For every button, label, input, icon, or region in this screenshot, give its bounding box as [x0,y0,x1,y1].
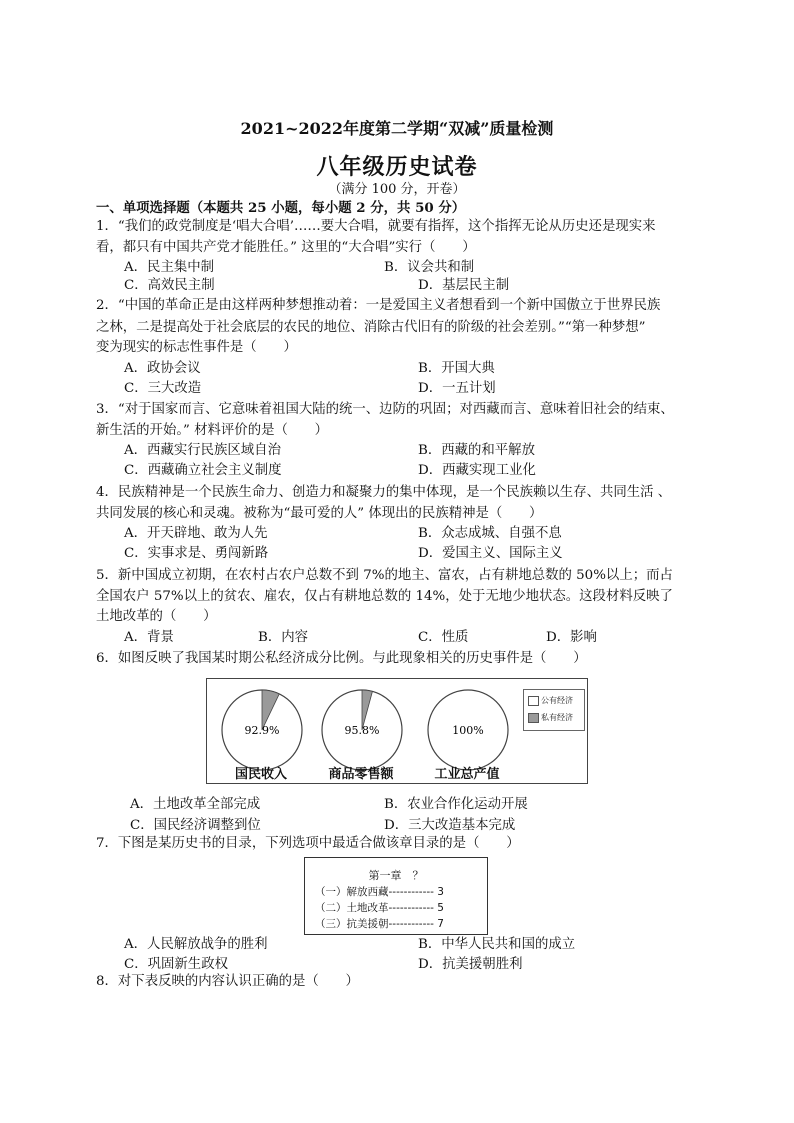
q5-option-b[interactable]: B．内容 [258,630,309,645]
q7-option-a[interactable]: A．人民解放战争的胜利 [124,937,268,952]
pie-label-national-income: 国民收入 [234,767,287,782]
question-1-line-1: 1．“我们的政党制度是‘唱大合唱’……要大合唱，就要有指挥，这个指挥无论从历史还是现实来 [96,219,656,234]
pie-value-label: 95.8% [344,724,380,737]
question-7-line-1: 7．下图是某历史书的目录，下列选项中最适合做该章目录的是（ ） [96,836,520,851]
section-heading: 一、单项选择题（本题共 25 小题，每小题 2 分，共 50 分） [96,200,466,216]
legend-item-private: 私有经济 [528,712,573,724]
q2-option-b[interactable]: B．开国大典 [418,361,495,376]
question-2-line-3: 变为现实的标志性事件是（ ） [96,340,297,355]
q7-option-d[interactable]: D．抗美援朝胜利 [418,957,523,972]
toc-heading: 第一章 ？ [368,869,424,882]
question-3-line-2: 新生活的开始。” 材料评价的是（ ） [96,423,329,438]
q3-option-a[interactable]: A．西藏实行民族区域自治 [124,443,281,458]
q4-option-c[interactable]: C．实事求是、勇闯新路 [124,546,269,561]
q1-option-d[interactable]: D．基层民主制 [418,278,510,293]
pie-chart-industrial-output [425,687,511,773]
q2-option-a[interactable]: A．政协会议 [124,361,201,376]
pie-label-industrial-output: 工业总产值 [434,767,500,782]
question-5-line-2: 全国农户 57%以上的贫农、雇农，仅占有耕地总数的 14%，处于无地少地状态。这段材料反映了 [96,589,673,604]
question-6-line-1: 6．如图反映了我国某时期公私经济成分比例。与此现象相关的历史事件是（ ） [96,651,587,666]
legend-item-public: 公有经济 [528,695,573,707]
toc-row: （三）抗美援朝------------ 7 [315,918,444,930]
q5-option-a[interactable]: A．背景 [124,630,174,645]
question-2-line-2: 之林，二是提高处于社会底层的农民的地位、消除古代旧有的阶级的社会差别。”“第一种梦想” [96,320,646,335]
q6-option-c[interactable]: C．国民经济调整到位 [130,818,261,833]
question-5-line-3: 土地改革的（ ） [96,609,217,624]
question-1-line-2: 看，都只有中国共产党才能胜任。” 这里的“大合唱”实行（ ） [96,240,476,255]
pie-label-retail-sales: 商品零售额 [328,767,394,782]
economy-pie-figure [206,678,588,784]
question-4-line-2: 共同发展的核心和灵魂。被称为“最可爱的人” 体现出的民族精神是（ ） [96,506,543,521]
q4-option-a[interactable]: A．开天辟地、敢为人先 [124,526,268,541]
q1-option-a[interactable]: A．民主集中制 [124,260,215,275]
question-3-line-1: 3．“对于国家而言、它意味着祖国大陆的统一、边防的巩固；对西藏而言、意味着旧社会的结束、 [96,402,674,417]
legend-swatch-private [528,713,539,723]
exam-paper-title: 八年级历史试卷 [316,154,478,180]
toc-row: （一）解放西藏------------ 3 [315,886,444,898]
q3-option-c[interactable]: C．西藏确立社会主义制度 [124,463,282,478]
q4-option-b[interactable]: B．众志成城、自强不息 [418,526,562,541]
q6-option-b[interactable]: B．农业合作化运动开展 [384,797,528,812]
question-8-line-1: 8．对下表反映的内容认识正确的是（ ） [96,974,359,989]
q2-option-c[interactable]: C．三大改造 [124,381,202,396]
legend-swatch-public [528,696,539,706]
q3-option-d[interactable]: D．西藏实现工业化 [418,463,536,478]
q2-option-d[interactable]: D．一五计划 [418,381,496,396]
q1-option-c[interactable]: C．高效民主制 [124,278,215,293]
pie-chart-national-income [219,687,305,773]
q1-option-b[interactable]: B．议会共和制 [384,260,475,275]
pie-value-label: 92.9% [244,724,280,737]
q4-option-d[interactable]: D．爱国主义、国际主义 [418,546,563,561]
q5-option-c[interactable]: C．性质 [418,630,469,645]
table-of-contents-box [304,857,488,935]
pie-chart-retail-sales [319,687,405,773]
q3-option-b[interactable]: B．西藏的和平解放 [418,443,535,458]
question-5-line-1: 5．新中国成立初期，在农村占农户总数不到 7%的地主、富农，占有耕地总数的 50%以上；而占 [96,568,673,583]
q7-option-b[interactable]: B．中华人民共和国的成立 [418,937,576,952]
exam-meta: （满分 100 分，开卷） [328,182,466,197]
q5-option-d[interactable]: D．影响 [546,630,597,645]
pie-value-label: 100% [452,724,484,737]
q6-option-d[interactable]: D．三大改造基本完成 [384,818,516,833]
q6-option-a[interactable]: A．土地改革全部完成 [130,797,261,812]
q7-option-c[interactable]: C．巩固新生政权 [124,957,228,972]
exam-header-title: 2021~2022年度第二学期“双减”质量检测 [240,119,554,138]
question-4-line-1: 4．民族精神是一个民族生命力、创造力和凝聚力的集中体现，是一个民族赖以生存、共同生活 、 [96,485,672,500]
toc-row: （二）土地改革------------ 5 [315,902,444,914]
pie-legend [523,689,585,731]
question-2-line-1: 2．“中国的革命正是由这样两种梦想推动着：一是爱国主义者想看到一个新中国傲立于世界民族 [96,298,661,313]
